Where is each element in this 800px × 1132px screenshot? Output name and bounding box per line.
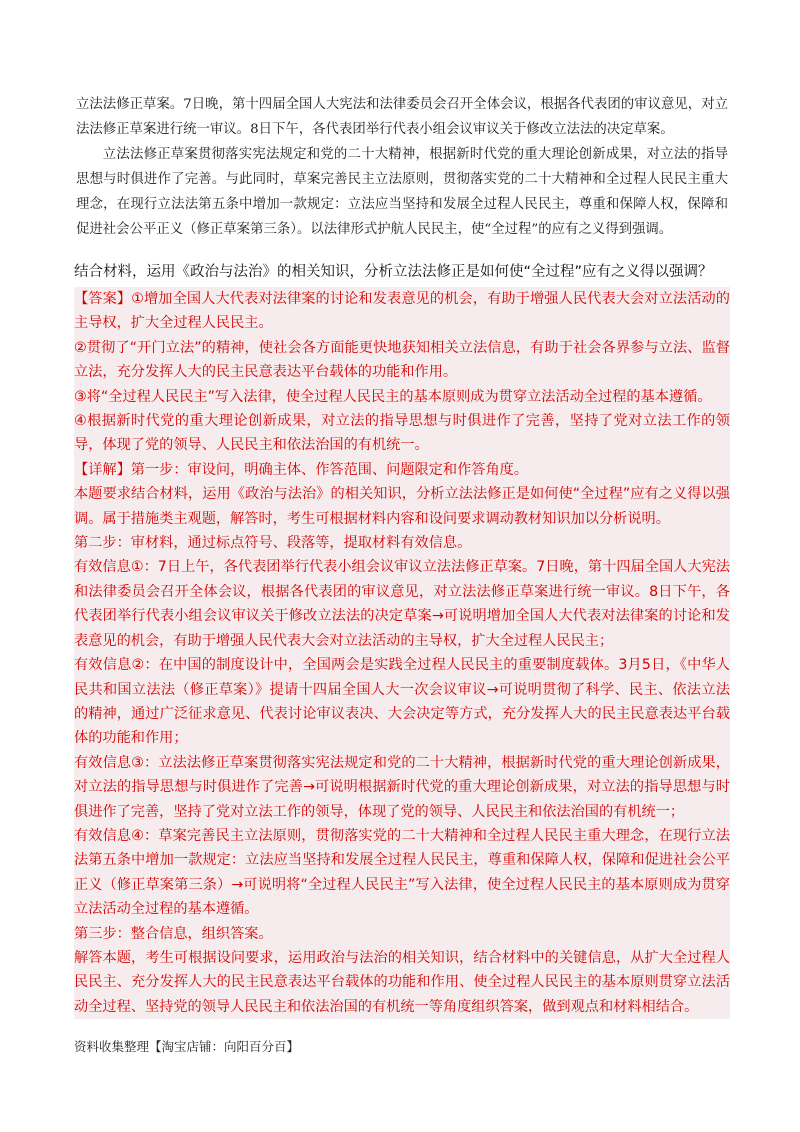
answer-item-4: ④根据新时代党的重大理论创新成果，对立法的指导思想与时俱进作了完善，坚持了党对立法工作的领导，体现了党的领导、人民民主和依法治国的有机统一。 [74, 413, 730, 454]
detail-step-3-body: 解答本题，考生可根据设问要求，运用政治与法治的相关知识，结合材料中的关键信息，从扩大全过程人民民主、充分发挥人大的民主民意表达平台载体的功能和作用、使全过程人民民主的基本原则贯穿立法活动全过程、坚持党的领导人民民主和依法治国的有机统一等角度组织答案，做到观点和材料相结合。 [74, 949, 730, 1015]
effective-info-1: 有效信息①：7日上午，各代表团举行代表小组会议审议立法法修正草案。7日晚，第十四届全国人大宪法和法律委员会召开全体会议，根据各代表团的审议意见，对立法法修正草案进行统一审议。8日下午，各代表团举行代表小组会议审议关于修改立法法的决定草案→可说明增加全国人大代表对法律案的讨论和发表意见的机会，有助于增强人民代表大会对立法活动的主导权，扩大全过程人民民主； [74, 559, 730, 649]
detail-step-3: 第三步：整合信息，组织答案。 [74, 925, 273, 942]
answer-tag: 【答案】 [74, 291, 132, 307]
question-text: 结合材料，运用《政治与法治》的相关知识，分析立法法修正是如何使“全过程”应有之义得以强调？ [74, 264, 713, 280]
detail-step-1-body: 本题要求结合材料，运用《政治与法治》的相关知识，分析立法法修正是如何使“全过程”应有之义得以强调。属于措施类主观题，解答时，考生可根据材料内容和设问要求调动教材知识加以分析说明。 [74, 486, 730, 527]
material-paragraph-1: 立法法修正草案。7日晚，第十四届全国人大宪法和法律委员会召开全体会议，根据各代表团的审议意见，对立法法修正草案进行统一审议。8日下午，各代表团举行代表小组会议审议关于修改立法法的决定草案。 [76, 97, 728, 137]
answer-item-2: ②贯彻了“开门立法”的精神，使社会各方面能更快地获知相关立法信息，有助于社会各界参与立法、监督立法，充分发挥人大的民主民意表达平台载体的功能和作用。 [74, 339, 730, 381]
answer-section [74, 287, 730, 1019]
material-text [76, 92, 728, 242]
effective-info-2: 有效信息②：在中国的制度设计中，全国两会是实践全过程人民民主的重要制度载体。3月5日，《中华人民共和国立法法（修正草案）》提请十四届全国人大一次会议审议→可说明贯彻了科学、民主、依法立法的精神，通过广泛征求意见、代表讨论审议表决、大会决定等方式，充分发挥人大的民主民意表达平台载体的功能和作用； [74, 657, 730, 747]
detail-step-1: 【详解】第一步：审设问，明确主体、作答范围、问题限定和作答角度。 [74, 461, 529, 478]
detail-step-2: 第二步：审材料，通过标点符号、段落等，提取材料有效信息。 [74, 535, 472, 552]
detail-tag: 【详解】 [74, 461, 131, 478]
effective-info-4: 有效信息④：草案完善民主立法原则，贯彻落实党的二十大精神和全过程人民民主重大理念，在现行立法法第五条中增加一款规定：立法应当坚持和发展全过程人民民主，尊重和保障人权，保障和促进社会公平正义（修正草案第三条）→可说明将“全过程人民民主”写入法律，使全过程人民民主的基本原则成为贯穿立法活动全过程的基本遵循。 [74, 827, 730, 918]
material-paragraph-2: 立法法修正草案贯彻落实宪法规定和党的二十大精神，根据新时代党的重大理论创新成果，对立法的指导思想与时俱进作了完善。与此同时，草案完善民主立法原则，贯彻落实党的二十大精神和全过程人民民主重大理念，在现行立法法第五条中增加一款规定：立法应当坚持和发展全过程人民民主，尊重和保障人权，保障和促进社会公平正义（修正草案第三条）。以法律形式护航人民民主，使“全过程”的应有之义得到强调。 [76, 147, 728, 237]
answer-item-3: ③将“全过程人民民主”写入法律，使全过程人民民主的基本原则成为贯穿立法活动全过程的基本遵循。 [74, 388, 712, 405]
footer-source: 资料收集整理【淘宝店铺：向阳百分百】 [74, 1039, 300, 1054]
answer-item-1: 【答案】①增加全国人大代表对法律案的讨论和发表意见的机会，有助于增强人民代表大会对立法活动的主导权，扩大全过程人民民主。 [74, 291, 730, 332]
effective-info-3: 有效信息③：立法法修正草案贯彻落实宪法规定和党的二十大精神，根据新时代党的重大理论创新成果，对立法的指导思想与时俱进作了完善→可说明根据新时代党的重大理论创新成果，对立法的指导思想与时俱进作了完善，坚持了党对立法工作的领导，体现了党的领导、人民民主和依法治国的有机统一； [74, 754, 730, 820]
